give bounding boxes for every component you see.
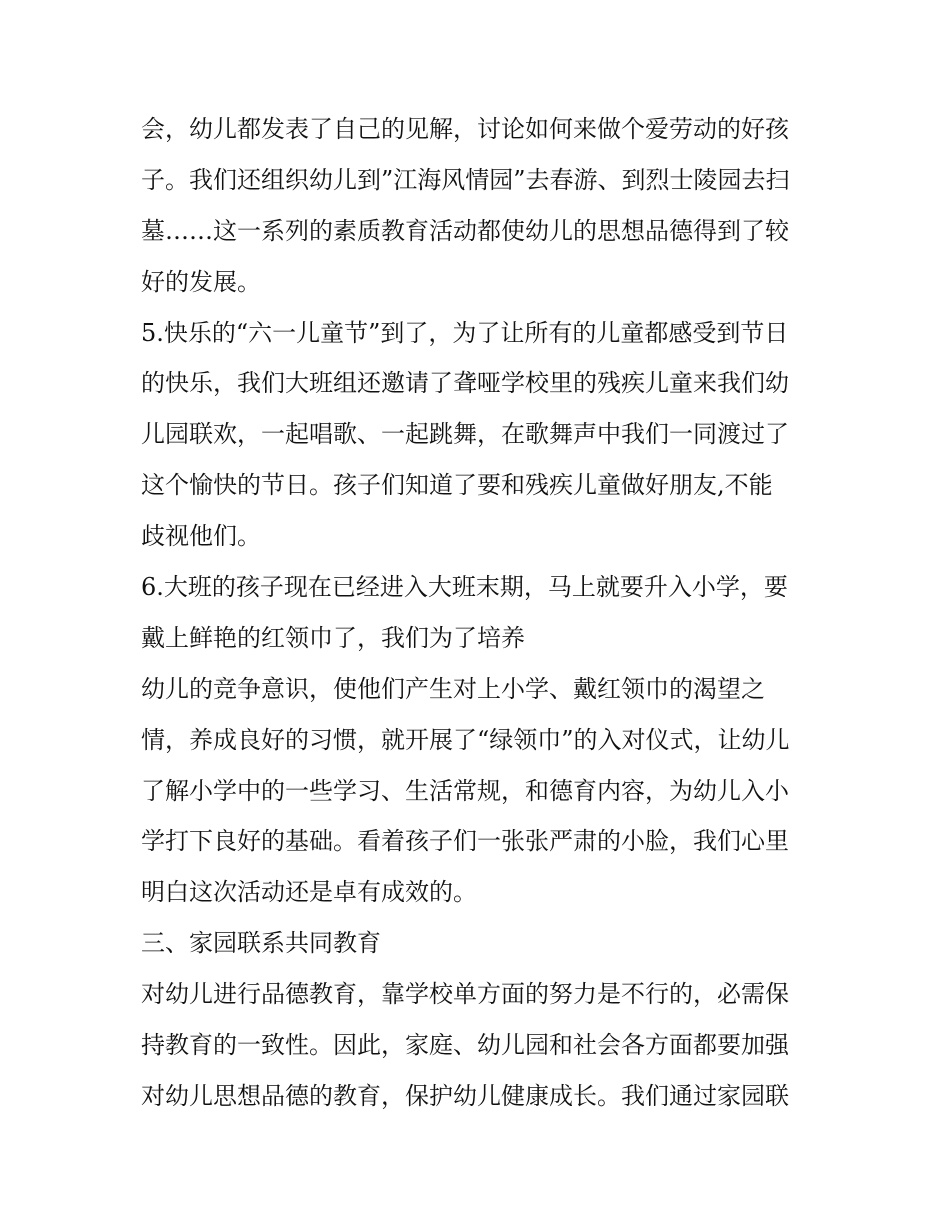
text-line: 持教育的一致性。因此，家庭、幼儿园和社会各方面都要加强 [141, 1031, 789, 1060]
text-line: 6.大班的孩子现在已经进入大班末期，马上就要升入小学，要 [141, 573, 788, 602]
text-line: 会，幼儿都发表了自己的见解，讨论如何来做个爱劳动的好孩 [141, 115, 789, 143]
text-line: 幼儿的竞争意识，使他们产生对上小学、戴红领巾的渴望之 [141, 674, 765, 703]
text-line: 对幼儿进行品德教育，靠学校单方面的努力是不行的，必需保 [141, 980, 789, 1009]
text-line: 好的发展。 [141, 267, 261, 296]
text-line: 情，养成良好的习惯，就开展了“绿领巾”的入对仪式，让幼儿 [141, 725, 790, 754]
text-line: 歧视他们。 [141, 522, 261, 551]
text-line: 5.快乐的“六一儿童节”到了，为了让所有的儿童都感受到节日 [141, 318, 789, 347]
text-line: 戴上鲜艳的红领巾了，我们为了培养 [141, 623, 525, 652]
text-line: 子。我们还组织幼儿到”江海风情园”去春游、到烈士陵园去扫 [141, 165, 790, 194]
text-line: 儿园联欢，一起唱歌、一起跳舞，在歌舞声中我们一同渡过了 [141, 420, 789, 449]
text-line: 对幼儿思想品德的教育，保护幼儿健康成长。我们通过家园联 [141, 1081, 789, 1110]
section-heading: 三、家园联系共同教育 [141, 929, 381, 958]
body-text [141, 104, 831, 1122]
text-line: 学打下良好的基础。看着孩子们一张张严肃的小脸，我们心里 [141, 827, 789, 856]
text-line: 明白这次活动还是卓有成效的。 [141, 878, 477, 907]
text-line: 的快乐，我们大班组还邀请了聋哑学校里的残疾儿童来我们幼 [141, 369, 789, 398]
text-line: 这个愉快的节日。孩子们知道了要和残疾儿童做好朋友,不能 [141, 471, 773, 500]
text-line: 了解小学中的一些学习、生活常规，和德育内容，为幼儿入小 [141, 776, 789, 805]
text-line: 墓……这一系列的素质教育活动都使幼儿的思想品德得到了较 [141, 216, 789, 245]
